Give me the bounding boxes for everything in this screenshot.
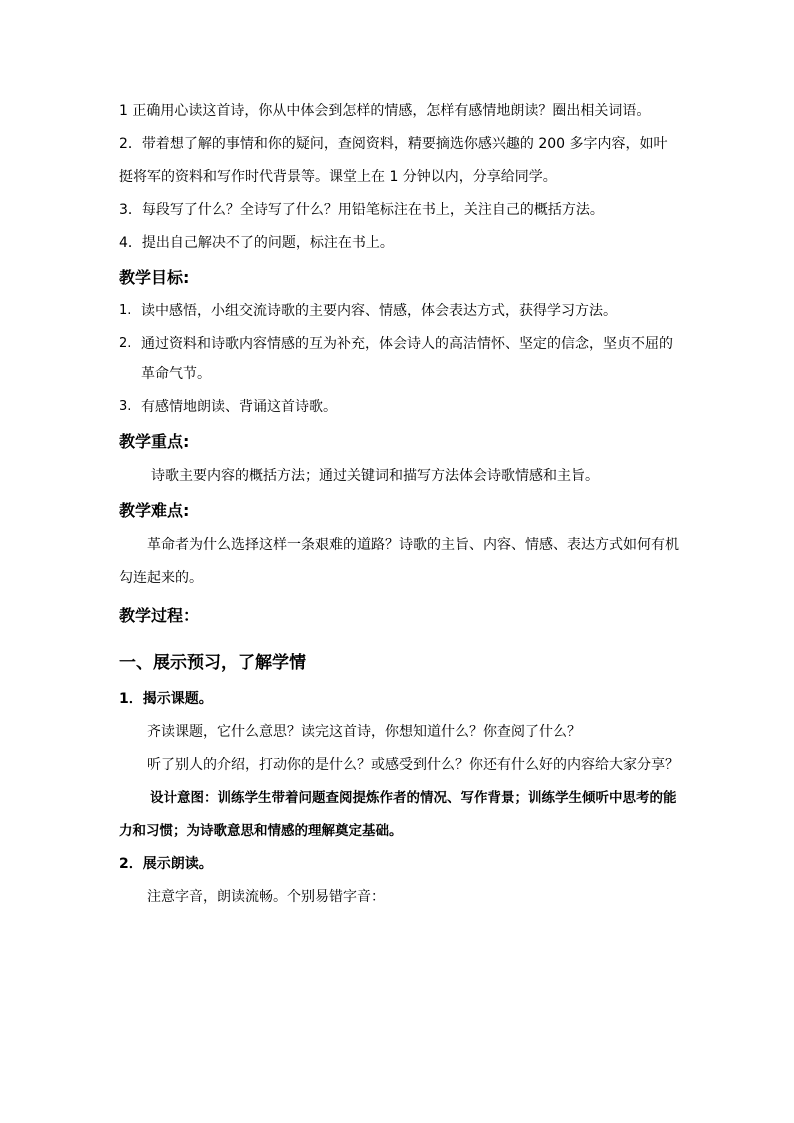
key-points-text: 诗歌主要内容的概括方法；通过关键词和描写方法体会诗歌情感和主旨。 [151,468,599,484]
goal-item [119,329,679,389]
goals-list [119,296,679,422]
step-1-line-1: 齐读课题，它什么意思？读完这首诗，你想知道什么？你查阅了什么？ [147,724,581,740]
goal-number: 1. [119,303,132,318]
difficulties-heading: 教学难点: [119,501,190,520]
goals-heading: 教学目标: [119,268,190,287]
step-1-title: 1．揭示课题。 [119,691,213,707]
key-points-heading: 教学重点: [119,432,190,451]
step-2-title: 2．展示朗读。 [119,856,213,872]
prep-item-2: 2．带着想了解的事情和你的疑问，查阅资料，精要摘选你感兴趣的 200 多字内容，如叶挺将军的资料和写作时代背景等。课堂上在 1 分钟以内，分享给同学。 [119,136,668,185]
goal-text: 读中感悟，小组交流诗歌的主要内容、情感，体会表达方式，获得学习方法。 [141,303,617,319]
prep-item-1: 1 正确用心读这首诗，你从中体会到怎样的情感，怎样有感情地朗读？圈出相关词语。 [119,103,651,119]
prep-item-4: 4．提出自己解决不了的问题，标注在书上。 [119,235,394,251]
design-intent-note: 设计意图：训练学生带着问题查阅提炼作者的情况、写作背景；训练学生倾听中思考的能力和习惯；为诗歌意思和情感的理解奠定基础。 [119,790,677,839]
difficulties-text: 革命者为什么选择这样一条艰难的道路？诗歌的主旨、内容、情感、表达方式如何有机勾连起来的。 [119,537,679,586]
prep-item-3: 3．每段写了什么？全诗写了什么？用铅笔标注在书上，关注自己的概括方法。 [119,202,604,218]
goal-item [119,392,679,422]
goal-text: 通过资料和诗歌内容情感的互为补充，体会诗人的高洁情怀、坚定的信念，坚贞不屈的革命气节。 [141,336,673,382]
goal-text: 有感情地朗读、背诵这首诗歌。 [141,399,337,415]
goal-number: 2. [119,336,132,351]
step-1-line-2: 听了别人的介绍，打动你的是什么？或感受到什么？你还有什么好的内容给大家分享？ [147,757,679,773]
process-heading: 教学过程： [119,606,200,625]
step-2-line-1: 注意字音，朗读流畅。个别易错字音： [147,889,385,905]
goal-item [119,296,679,326]
goal-number: 3. [119,399,132,414]
document-body [119,95,679,914]
section-1-title: 一、展示预习，了解学情 [119,653,306,673]
